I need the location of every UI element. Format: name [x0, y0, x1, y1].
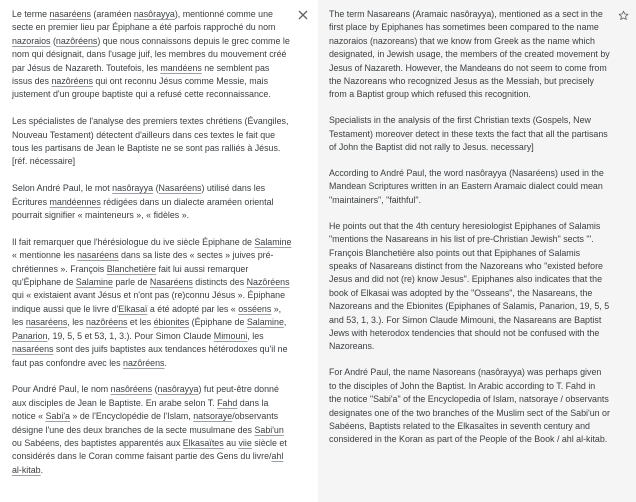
close-icon[interactable] — [296, 8, 310, 22]
translation-paragraph-3: According to André Paul, the word nasôrayya (Nasaréens) used in the Mandean Scriptures written in an Eastern Aramaic dialect could mean "maintainers", "faithful". — [329, 168, 604, 205]
source-paragraph-5: Pour André Paul, le nom nasôréens (nasôrayya) fut peut-être donné aux disciples de Jean le Baptiste. En arabe selon T. Fahd dans la notice « Sabi'a » de l'Encyclopédie de l'Islam, natsoraye/observants désigne l'une des deux branches de la secte musulmane des Sabi'un ou Sabéens, des baptistes apparentés aux Elkasaïtes au viie siècle et considérés dans le Coran comme faisant partie des Gens du livre/ahl al-kitab. — [12, 384, 287, 475]
translation-paragraph-1: The term Nasareans (Aramaic nasôrayya), mentioned as a sect in the first place by Epiphanes has sometimes been compared to the name nazoraios (nazoreans) that we know from Greek as the name which designated, in Jewish usage, the members of the created movement by Jesus of Nazareth. However, the Mandeans do not seem to come from the Nazoreans who recognized Jesus as the Messiah, but precisely from a Baptist group which refused this recognition. — [329, 9, 610, 100]
translation-paragraph-5: For André Paul, the name Nasoreans (nasôrayya) was perhaps given to the disciples of John the Baptist. In Arabic according to T. Fahd in the notice "Sabi'a" of the Encyclopedia of Islam, natsoraye / observants designates one of the two branches of the Muslim sect of the Sabi'un or Sabéens, Baptists related to the Elkasaïtes in seventh century and considered in the Koran as part of the People of the Book / ahl al-kitab. — [329, 367, 610, 445]
source-paragraph-4: Il fait remarquer que l'hérésiologue du ive siècle Épiphane de Salamine « mentionne les nasaréens dans sa liste des « sectes » juives pré-chrétiennes ». François Blanchetière fait lui aussi remarquer qu'Épiphane de Salamine parle de Nasaréens distincts des Nazôréens qui « existaient avant Jésus et n'ont pas (re)connu Jésus ». Épiphane indique aussi que le livre d'Elkasaï a été adopté par les « osséens », les nasaréens, les nazôréens et les ébionites (Épiphane de Salamine, Panarion, 19, 5, 5 et 53, 1, 3.). Pour Simon Claude Mimouni, les nasaréens sont des juifs baptistes aux tendances hétérodoxes qu'il ne faut pas confondre avec les nazôréens. — [12, 236, 292, 368]
translation-paragraph-2: Specialists in the analysis of the first Christian texts (Gospels, New Testament) moreover detect in these texts the fact that all the partisans of John the Baptist did not rally to Jesus. necessary] — [329, 115, 608, 153]
source-paragraph-2: Les spécialistes de l'analyse des premiers textes chrétiens (Évangiles, Nouveau Testament) détectent d'ailleurs dans ces textes le fait que tous les partisans de Jean le Baptiste ne se sont pas ralliés à Jésus. [réf. nécessaire] — [12, 116, 289, 167]
translation-text-pane[interactable] — [318, 0, 636, 502]
translation-paragraph-4: He points out that the 4th century heresiologist Epiphanes of Salamis "mentions the Nasareans in his list of pre-Christian Jewish" sects "'. François Blanchetière also points out that Epiphanes of Salamis speaks of Nasareans distinct from the Nazoreans who "existed before Jesus and did not (re) know Jesus". Epiphanes also indicates that the book of Elkasai was adopted by the "Osseans", the Nasareans, the Nazoreans and the Ebionites (Epiphanes of Salamis, Panarion, 19, 5, 5 and 53, 1, 3.). For Simon Claude Mimouni, the Nasareans are Baptist Jews with heterodox tendencies that should not be confused with the Nazoreans. — [329, 220, 610, 352]
source-paragraph-1: Le terme nasaréens (araméen nasôrayya), mentionné comme une secte en premier lieu par Épiphane a été parfois rapproché du nom nazoraios (nazôréens) que nous connaissons depuis le grec comme le nom qui désignait, dans l'usage juif, les membres du mouvement créé par Jésus de Nazareth. Toutefois, les mandéens ne semblent pas issus des nazôréens qui ont reconnu Jésus comme Messie, mais justement d'un groupe baptiste qui a refusé cette reconnaissance. — [12, 9, 290, 100]
source-paragraph-3: Selon André Paul, le mot nasôrayya (Nasaréens) utilisé dans les Écritures mandéennes rédigées dans un dialecte araméen oriental pourrait signifier « mainteneurs », « fidèles ». — [12, 183, 274, 221]
star-outline-icon[interactable] — [616, 8, 630, 22]
